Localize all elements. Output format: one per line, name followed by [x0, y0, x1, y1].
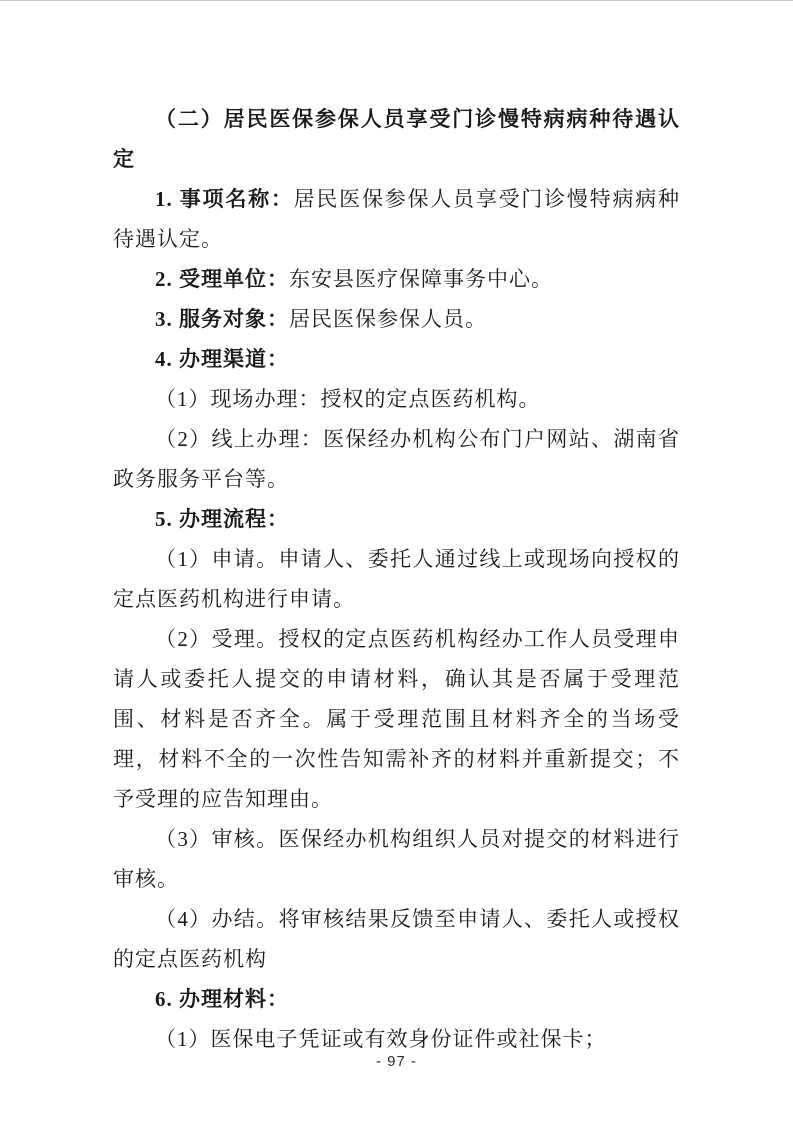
paragraph-label: 1. 事项名称： [155, 187, 294, 211]
paragraph [113, 259, 680, 299]
paragraph [113, 179, 680, 259]
paragraph [113, 339, 680, 379]
paragraph [113, 819, 680, 899]
paragraph-label: 3. 服务对象： [155, 307, 289, 331]
paragraph-text: （1）申请。申请人、委托人通过线上或现场向授权的定点医药机构进行申请。 [113, 547, 680, 611]
paragraph-text: （2）受理。授权的定点医药机构经办工作人员受理申请人或委托人提交的申请材料，确认其是否属于受理范围、材料是否齐全。属于受理范围且材料齐全的当场受理，材料不全的一次性告知需补齐的材料并重新提交；不予受理的应告知理由。 [113, 627, 680, 811]
paragraph-text: 居民医保参保人员享受门诊慢特病病种待遇认定。 [113, 187, 681, 251]
paragraph-label: 6. 办理材料： [155, 987, 289, 1011]
paragraph [113, 619, 680, 819]
paragraph-text: （1）医保电子凭证或有效身份证件或社保卡； [155, 1027, 607, 1051]
paragraph-text: （4）办结。将审核结果反馈至申请人、委托人或授权的定点医药机构 [113, 907, 680, 971]
paragraph-label: 4. 办理渠道： [155, 347, 289, 371]
paragraph-text: （2）线上办理：医保经办机构公布门户网站、湖南省政务服务平台等。 [113, 427, 680, 491]
paragraph [113, 979, 680, 1019]
paragraph [113, 539, 680, 619]
paragraph [113, 419, 680, 499]
paragraph [113, 299, 680, 339]
paragraph [113, 379, 680, 419]
paragraph-text: （3）审核。医保经办机构组织人员对提交的材料进行审核。 [113, 827, 680, 891]
paragraph [113, 899, 680, 979]
paragraph-label: 5. 办理流程： [155, 507, 289, 531]
document-body [113, 99, 680, 1059]
paragraph-text: （1）现场办理：授权的定点医药机构。 [155, 387, 541, 411]
page-footer [0, 1053, 793, 1070]
section-heading: （二）居民医保参保人员享受门诊慢特病病种待遇认定 [113, 107, 680, 171]
paragraph-text: 居民医保参保人员。 [289, 307, 487, 331]
paragraph-label: 2. 受理单位： [155, 267, 289, 291]
page-number: - 97 - [375, 1053, 417, 1070]
paragraph-text: 东安县医疗保障事务中心。 [289, 267, 553, 291]
paragraph [113, 499, 680, 539]
